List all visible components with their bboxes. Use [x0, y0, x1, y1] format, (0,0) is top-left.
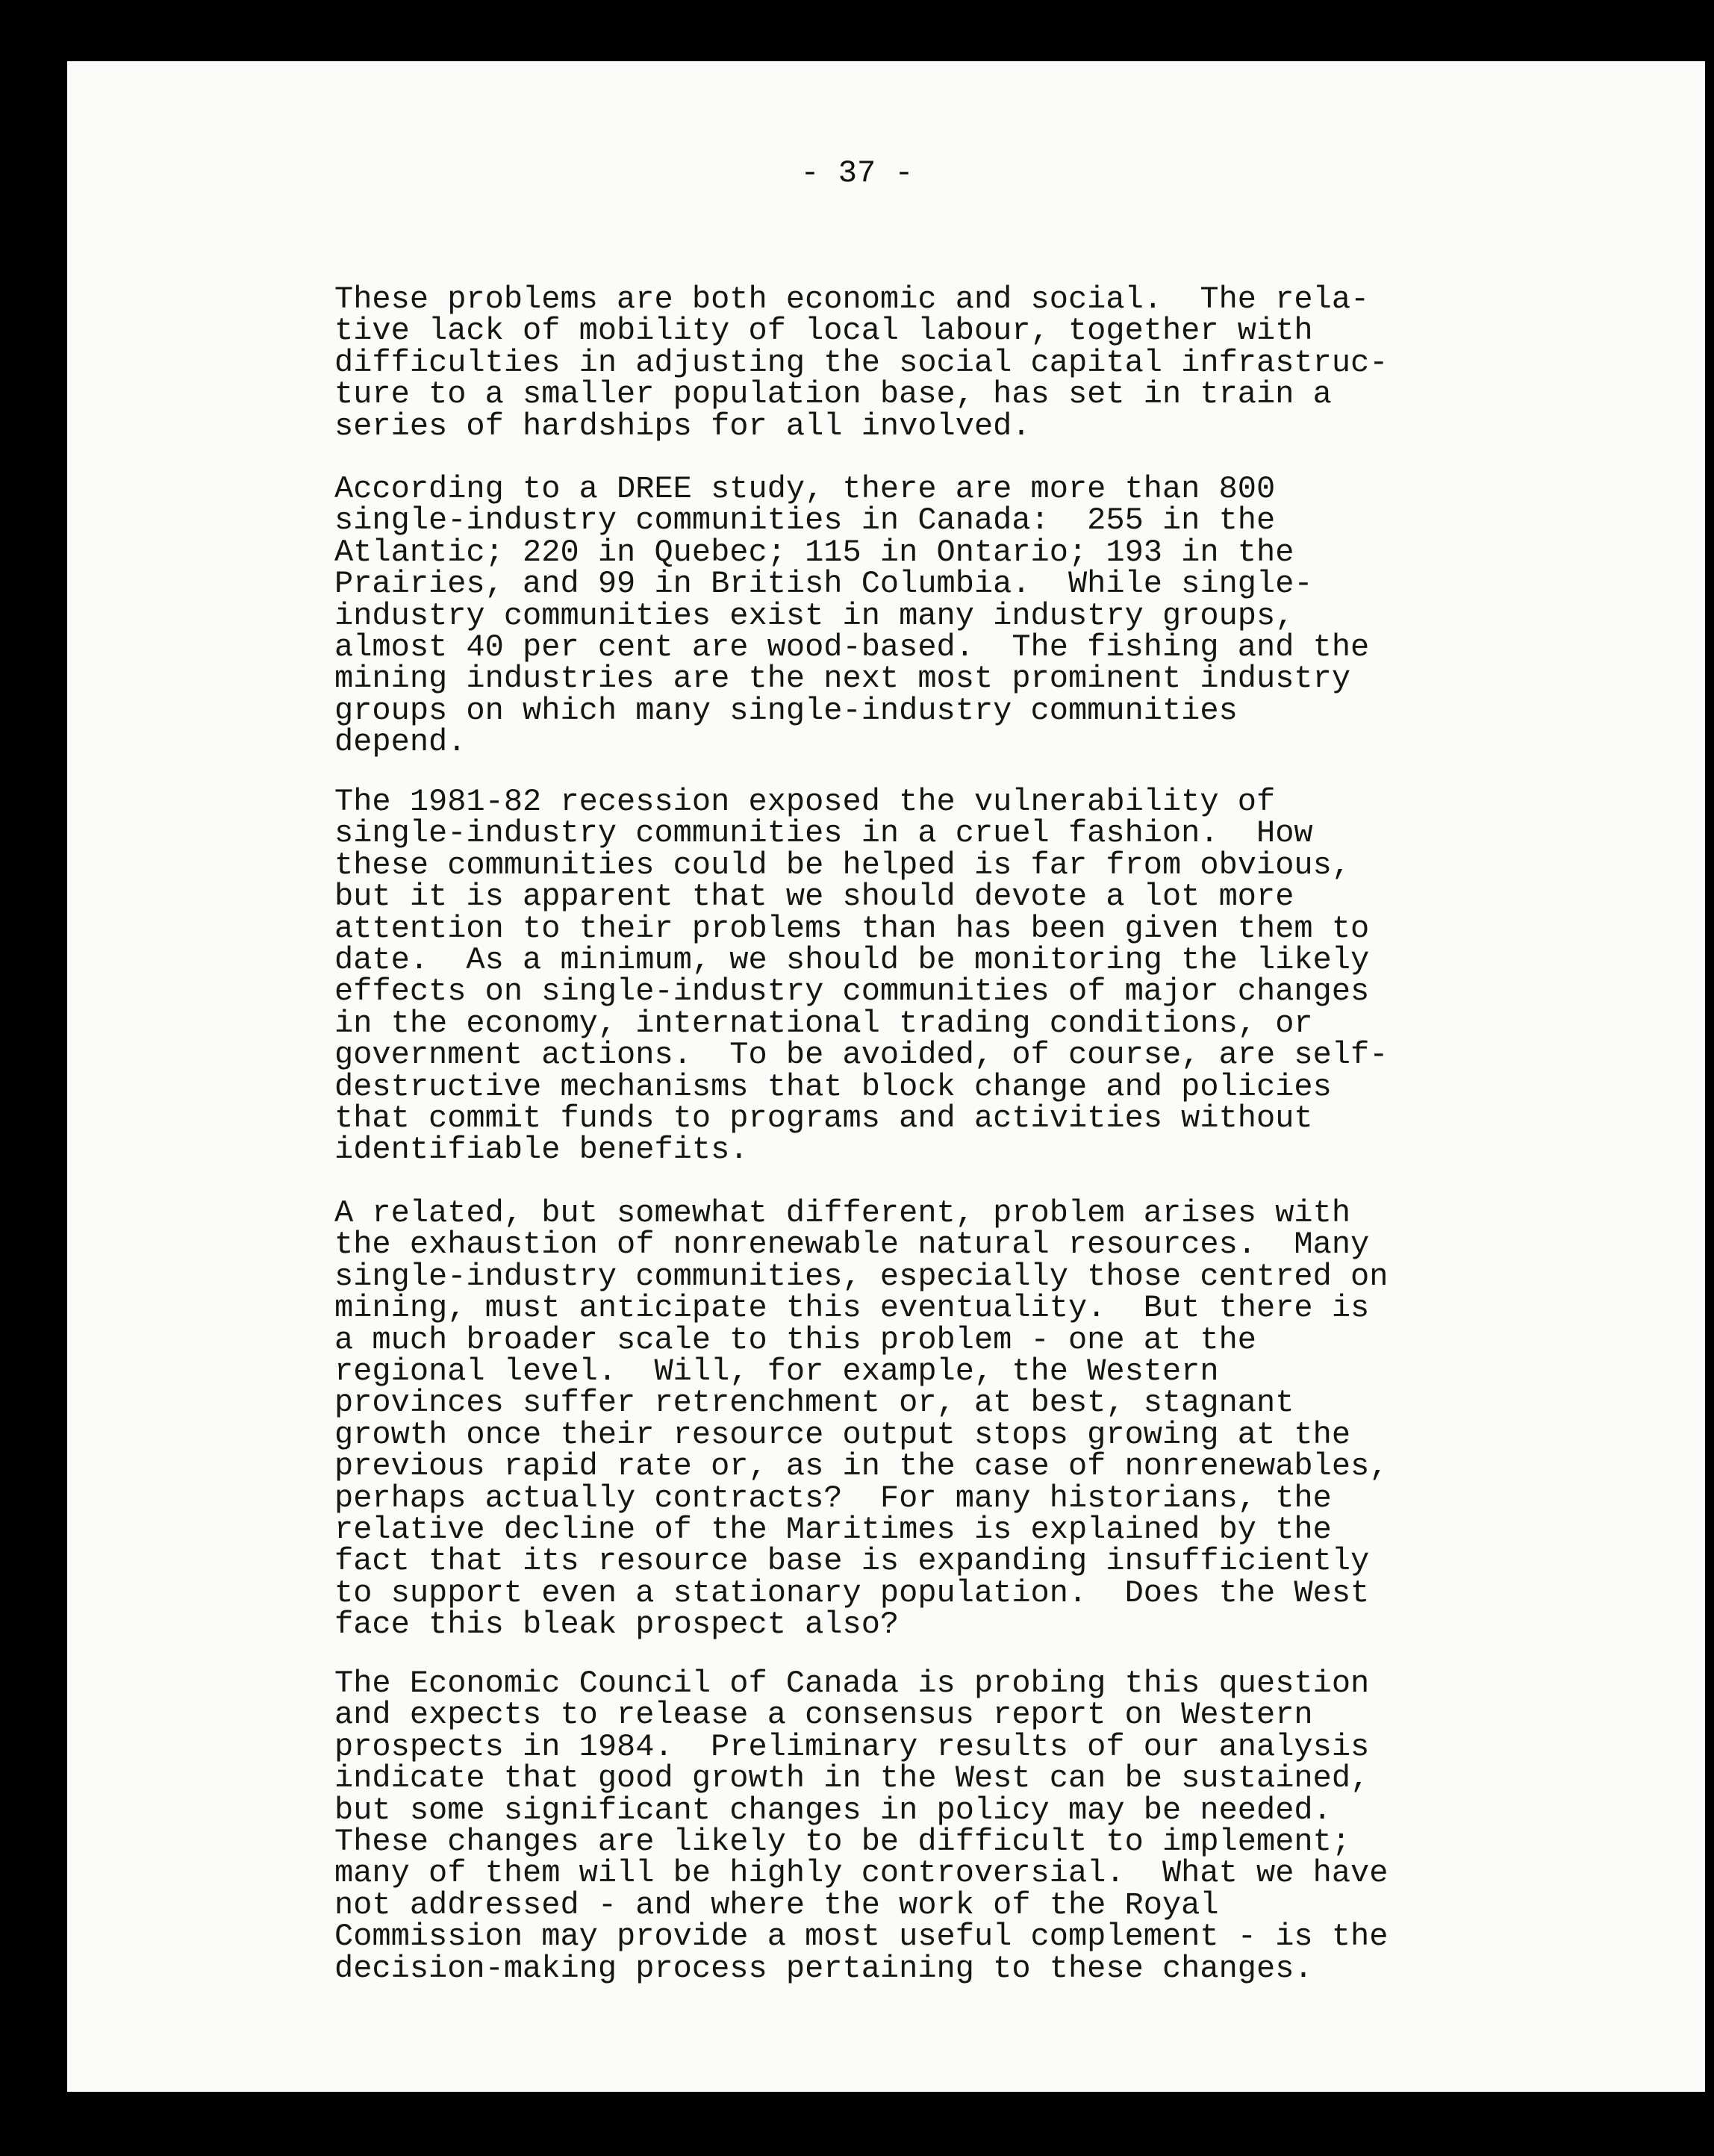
text-line: and expects to release a consensus report on Western [334, 1697, 1313, 1733]
text-line: identifiable benefits. [334, 1132, 749, 1168]
text-line: in the economy, international trading conditions, or [334, 1005, 1313, 1041]
text-line: date. As a minimum, we should be monitoring the likely [334, 942, 1370, 979]
text-line: destructive mechanisms that block change and policies [334, 1068, 1332, 1105]
text-line: almost 40 per cent are wood-based. The fishing and the [334, 629, 1370, 666]
text-line: Commission may provide a most useful complement - is the [334, 1919, 1389, 1955]
text-line: face this bleak prospect also? [334, 1607, 900, 1643]
text-line: provinces suffer retrenchment or, at best, stagnant [334, 1385, 1294, 1421]
text-line: attention to their problems than has been given them to [334, 910, 1370, 947]
text-line: difficulties in adjusting the social capital infrastruc- [334, 344, 1389, 381]
text-line: a much broader scale to this problem - one at the [334, 1321, 1257, 1358]
text-line: single-industry communities, especially those centred on [334, 1258, 1389, 1294]
text-line: The 1981-82 recession exposed the vulnerability of [334, 784, 1276, 820]
text-line: single-industry communities in Canada: 255 in the [334, 502, 1276, 539]
text-line: mining, must anticipate this eventuality. But there is [334, 1290, 1370, 1327]
text-line: These problems are both economic and social. The rela- [334, 281, 1370, 317]
text-line: These changes are likely to be difficult to implement; [334, 1824, 1351, 1860]
paragraph-3 [334, 786, 1388, 1166]
text-line: A related, but somewhat different, problem arises with [334, 1195, 1351, 1231]
text-line: not addressed - and where the work of the Royal [334, 1886, 1219, 1923]
text-line: previous rapid rate or, as in the case of nonrenewables, [334, 1448, 1389, 1485]
text-line: government actions. To be avoided, of course, are self- [334, 1037, 1389, 1074]
text-line: Prairies, and 99 in British Columbia. While single- [334, 566, 1313, 602]
text-line: but some significant changes in policy may be needed. [334, 1792, 1332, 1828]
text-line: decision-making process pertaining to these changes. [334, 1950, 1313, 1987]
text-line: groups on which many single-industry communities [334, 692, 1238, 729]
text-line: regional level. Will, for example, the Western [334, 1353, 1219, 1390]
text-line: effects on single-industry communities of major changes [334, 973, 1370, 1010]
paragraph-2 [334, 471, 1370, 761]
paragraph-5 [334, 1666, 1389, 1987]
text-line: depend. [334, 724, 467, 761]
text-line: the exhaustion of nonrenewable natural resources. Many [334, 1227, 1370, 1263]
text-line: single-industry communities in a cruel fashion. How [334, 815, 1313, 852]
text-line: According to a DREE study, there are more than 800 [334, 471, 1276, 507]
text-line: mining industries are the next most prominent industry [334, 661, 1351, 697]
text-line: but it is apparent that we should devote a lot more [334, 879, 1294, 915]
text-line: these communities could be helped is far from obvious, [334, 847, 1351, 883]
paragraph-1 [334, 281, 1389, 444]
text-line: industry communities exist in many industry groups, [334, 597, 1294, 634]
text-line: fact that its resource base is expanding insufficiently [334, 1543, 1370, 1580]
text-line: tive lack of mobility of local labour, together with [334, 313, 1313, 349]
text-line: prospects in 1984. Preliminary results of our analysis [334, 1728, 1370, 1765]
text-line: Atlantic; 220 in Quebec; 115 in Ontario; 193 in the [334, 534, 1294, 570]
text-line: perhaps actually contracts? For many historians, the [334, 1480, 1332, 1516]
text-line: relative decline of the Maritimes is explained by the [334, 1512, 1332, 1548]
text-line: many of them will be highly controversial. What we have [334, 1855, 1389, 1892]
text-line: ture to a smaller population base, has set in train a [334, 376, 1332, 413]
paragraph-4 [334, 1197, 1388, 1641]
text-line: to support even a stationary population. Does the West [334, 1574, 1370, 1611]
text-line: series of hardships for all involved. [334, 408, 1031, 444]
text-line: indicate that good growth in the West can be sustained, [334, 1760, 1370, 1797]
text-line: that commit funds to programs and activities without [334, 1100, 1313, 1137]
text-line: growth once their resource output stops growing at the [334, 1416, 1351, 1453]
page-number: - 37 - [800, 155, 914, 191]
text-line: The Economic Council of Canada is probing this question [334, 1666, 1370, 1701]
